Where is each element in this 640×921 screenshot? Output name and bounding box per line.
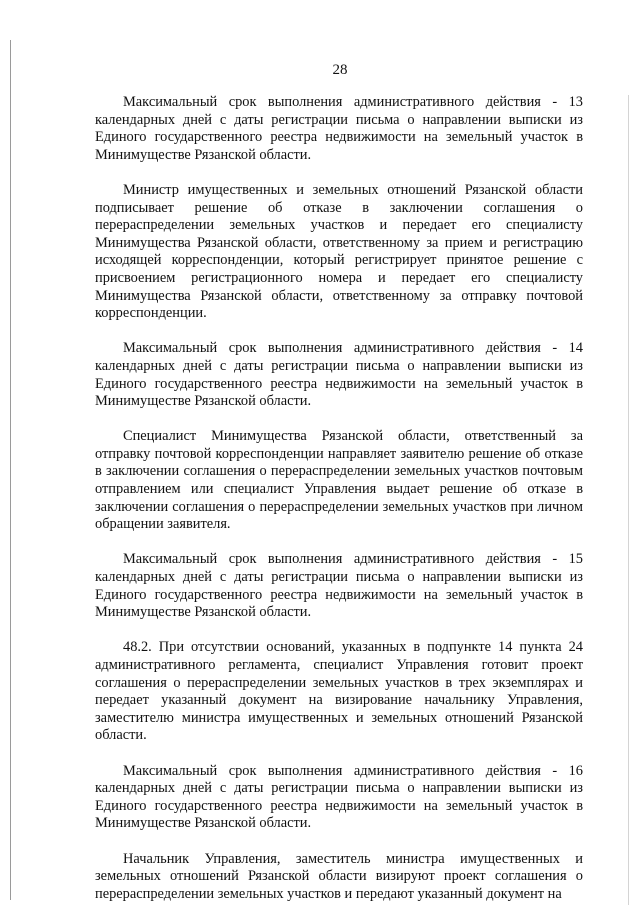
paragraph-minister-signs-refusal: Министр имущественных и земельных отношений Рязанской области подписывает решение об отказе в заключении соглашения о перераспределении земельных участков и передает его специалисту Минимущества Рязанской области, ответственному за прием и регистрацию исходящей корреспонденции, который регистрирует принятое решение с присвоением регистрационного номера и передает его специалисту Минимущества Рязанской области, ответственному за отправку почтовой корреспонденции. bbox=[95, 181, 583, 322]
paragraph-head-endorses-draft: Начальник Управления, заместитель министра имущественных и земельных отношений Рязанской области визируют проект соглашения о перераспределении земельных участков и передают указанный документ на bbox=[95, 850, 583, 902]
paragraph-deadline-15-days: Максимальный срок выполнения административного действия - 15 календарных дней с даты регистрации письма о направлении выписки из Единого государственного реестра недвижимости на земельный участок в Минимуществе Рязанской области. bbox=[95, 551, 583, 621]
document-body bbox=[95, 94, 583, 921]
paragraph-deadline-14-days: Максимальный срок выполнения административного действия - 14 календарных дней с даты регистрации письма о направлении выписки из Единого государственного реестра недвижимости на земельный участок в Минимуществе Рязанской области. bbox=[95, 340, 583, 410]
paragraph-deadline-13-days: Максимальный срок выполнения административного действия - 13 календарных дней с даты регистрации письма о направлении выписки из Единого государственного реестра недвижимости на земельный участок в Минимуществе Рязанской области. bbox=[95, 94, 583, 163]
paragraph-specialist-sends-refusal: Специалист Минимущества Рязанской области, ответственный за отправку почтовой корреспонденции направляет заявителю решение об отказе в заключении соглашения о перераспределении земельных участков почтовым отправлением или специалист Управления выдает решение об отказе в заключении соглашения о перераспределении земельных участков при личном обращении заявителя. bbox=[95, 428, 583, 533]
paragraph-deadline-16-days: Максимальный срок выполнения административного действия - 16 календарных дней с даты регистрации письма о направлении выписки из Единого государственного реестра недвижимости на земельный участок в Минимуществе Рязанской области. bbox=[95, 762, 583, 832]
page-number: 28 bbox=[332, 62, 348, 78]
scan-edge-left bbox=[10, 40, 11, 900]
scan-edge-right bbox=[628, 95, 629, 905]
paragraph-48-2-draft-agreement: 48.2. При отсутствии оснований, указанных в подпункте 14 пункта 24 административного регламента, специалист Управления готовит проект соглашения о перераспределении земельных участков в трех экземплярах и передает указанный документ на визирование начальнику Управления, заместителю министра имущественных и земельных отношений Рязанской области. bbox=[95, 639, 583, 744]
